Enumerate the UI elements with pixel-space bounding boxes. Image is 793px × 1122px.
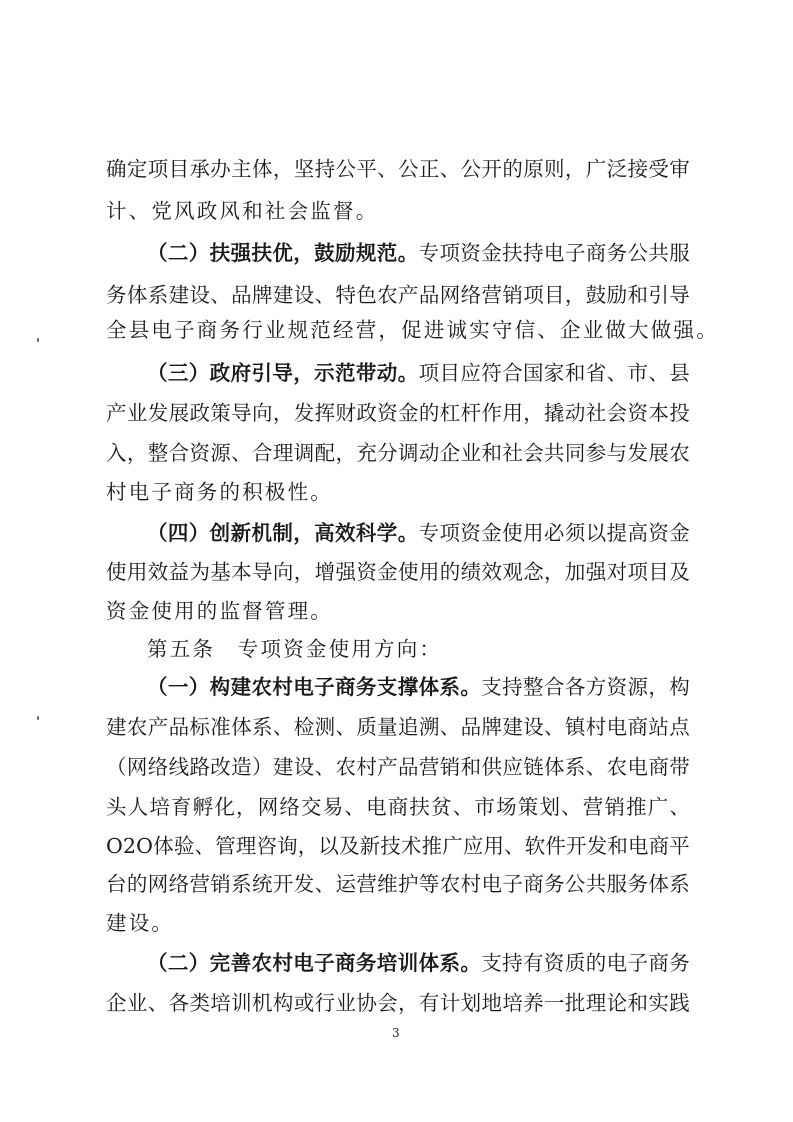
text-line: O 2 O 体 验 、 管 理 咨 询 ， 以 及 新 技 术 推 广 应 用 、 软 件 开 发 和 电 商 平 bbox=[106, 834, 690, 858]
article-heading: 第五条 专项资金使用方向： bbox=[147, 637, 443, 661]
text-line: 台 的 网 络 营 销 系 统 开 发 、 运 营 维 护 等 农 村 电 子 商 务 公 共 服 务 体 系 bbox=[106, 872, 690, 896]
text-line: 使 用 效 益 为 基 本 导 向 ， 增 强 资 金 使 用 的 绩 效 观 念 ， 加 强 对 项 目 及 bbox=[106, 560, 690, 584]
text-line: 全县电子商务行业规范经营，促进诚实守信、企业做大做强。 bbox=[106, 318, 719, 342]
text-line: 建 农 产 品 标 准 体 系 、 检 测 、 质 量 追 溯 、 品 牌 建 设 、 镇 村 电 商 站 点 bbox=[106, 715, 690, 739]
text-line: 产 业 发 展 政 策 导 向 ， 发 挥 财 政 资 金 的 杠 杆 作 用 ， 撬 动 社 会 资 本 投 bbox=[106, 401, 690, 425]
text-line: 资金使用的监督管理。 bbox=[106, 599, 333, 623]
paragraph-first-line: （ 二 ） 完 善 农 村 电 子 商 务 培 训 体 系 。 支 持 有 资 质 的 电 子 商 务 bbox=[147, 951, 690, 975]
text-line: 村电子商务的积极性。 bbox=[106, 480, 333, 504]
text-line: 确 定 项 目 承 办 主 体 ， 坚 持 公 平 、 公 正 、 公 开 的 原 则 ， 广 泛 接 受 审 bbox=[106, 157, 690, 181]
text-line: 务 体 系 建 设 、 品 牌 建 设 、 特 色 农 产 品 网 络 营 销 项 目 ， 鼓 励 和 引 导 bbox=[106, 283, 690, 307]
paragraph-first-line: （ 三 ） 政 府 引 导 ， 示 范 带 动 。 项 目 应 符 合 国 家 和 省 、 市 、 县 bbox=[147, 361, 690, 385]
text-line: 计、党风政风和社会监督。 bbox=[106, 199, 379, 223]
scan-mark bbox=[37, 716, 39, 720]
text-line: 入 ， 整 合 资 源 、 合 理 调 配 ， 充 分 调 动 企 业 和 社 会 共 同 参 与 发 展 农 bbox=[106, 441, 690, 465]
text-line: 头 人 培 育 孵 化 ， 网 络 交 易 、 电 商 扶 贫 、 市 场 策 划 、 营 销 推 广 、 bbox=[106, 795, 690, 819]
paragraph-first-line: （ 二 ） 扶 强 扶 优 ， 鼓 励 规 范 。 专 项 资 金 扶 持 电 子 商 务 公 共 服 bbox=[147, 241, 690, 265]
scan-mark bbox=[37, 338, 39, 342]
text-line: 建设。 bbox=[106, 911, 175, 935]
page-number: 3 bbox=[392, 1026, 400, 1040]
text-line: 企 业 、 各 类 培 训 机 构 或 行 业 协 会 ， 有 计 划 地 培 养 一 批 理 论 和 实 践 bbox=[106, 991, 690, 1015]
paragraph-first-line: （ 四 ） 创 新 机 制 ， 高 效 科 学 。 专 项 资 金 使 用 必 须 以 提 高 资 金 bbox=[147, 521, 690, 545]
paragraph-first-line: （ 一 ） 构 建 农 村 电 子 商 务 支 撑 体 系 。 支 持 整 合 各 方 资 源 ， 构 bbox=[147, 675, 690, 699]
text-line: （ 网 络 线 路 改 造 ） 建 设 、 农 村 产 品 营 销 和 供 应 链 体 系 、 农 电 商 带 bbox=[106, 755, 690, 779]
